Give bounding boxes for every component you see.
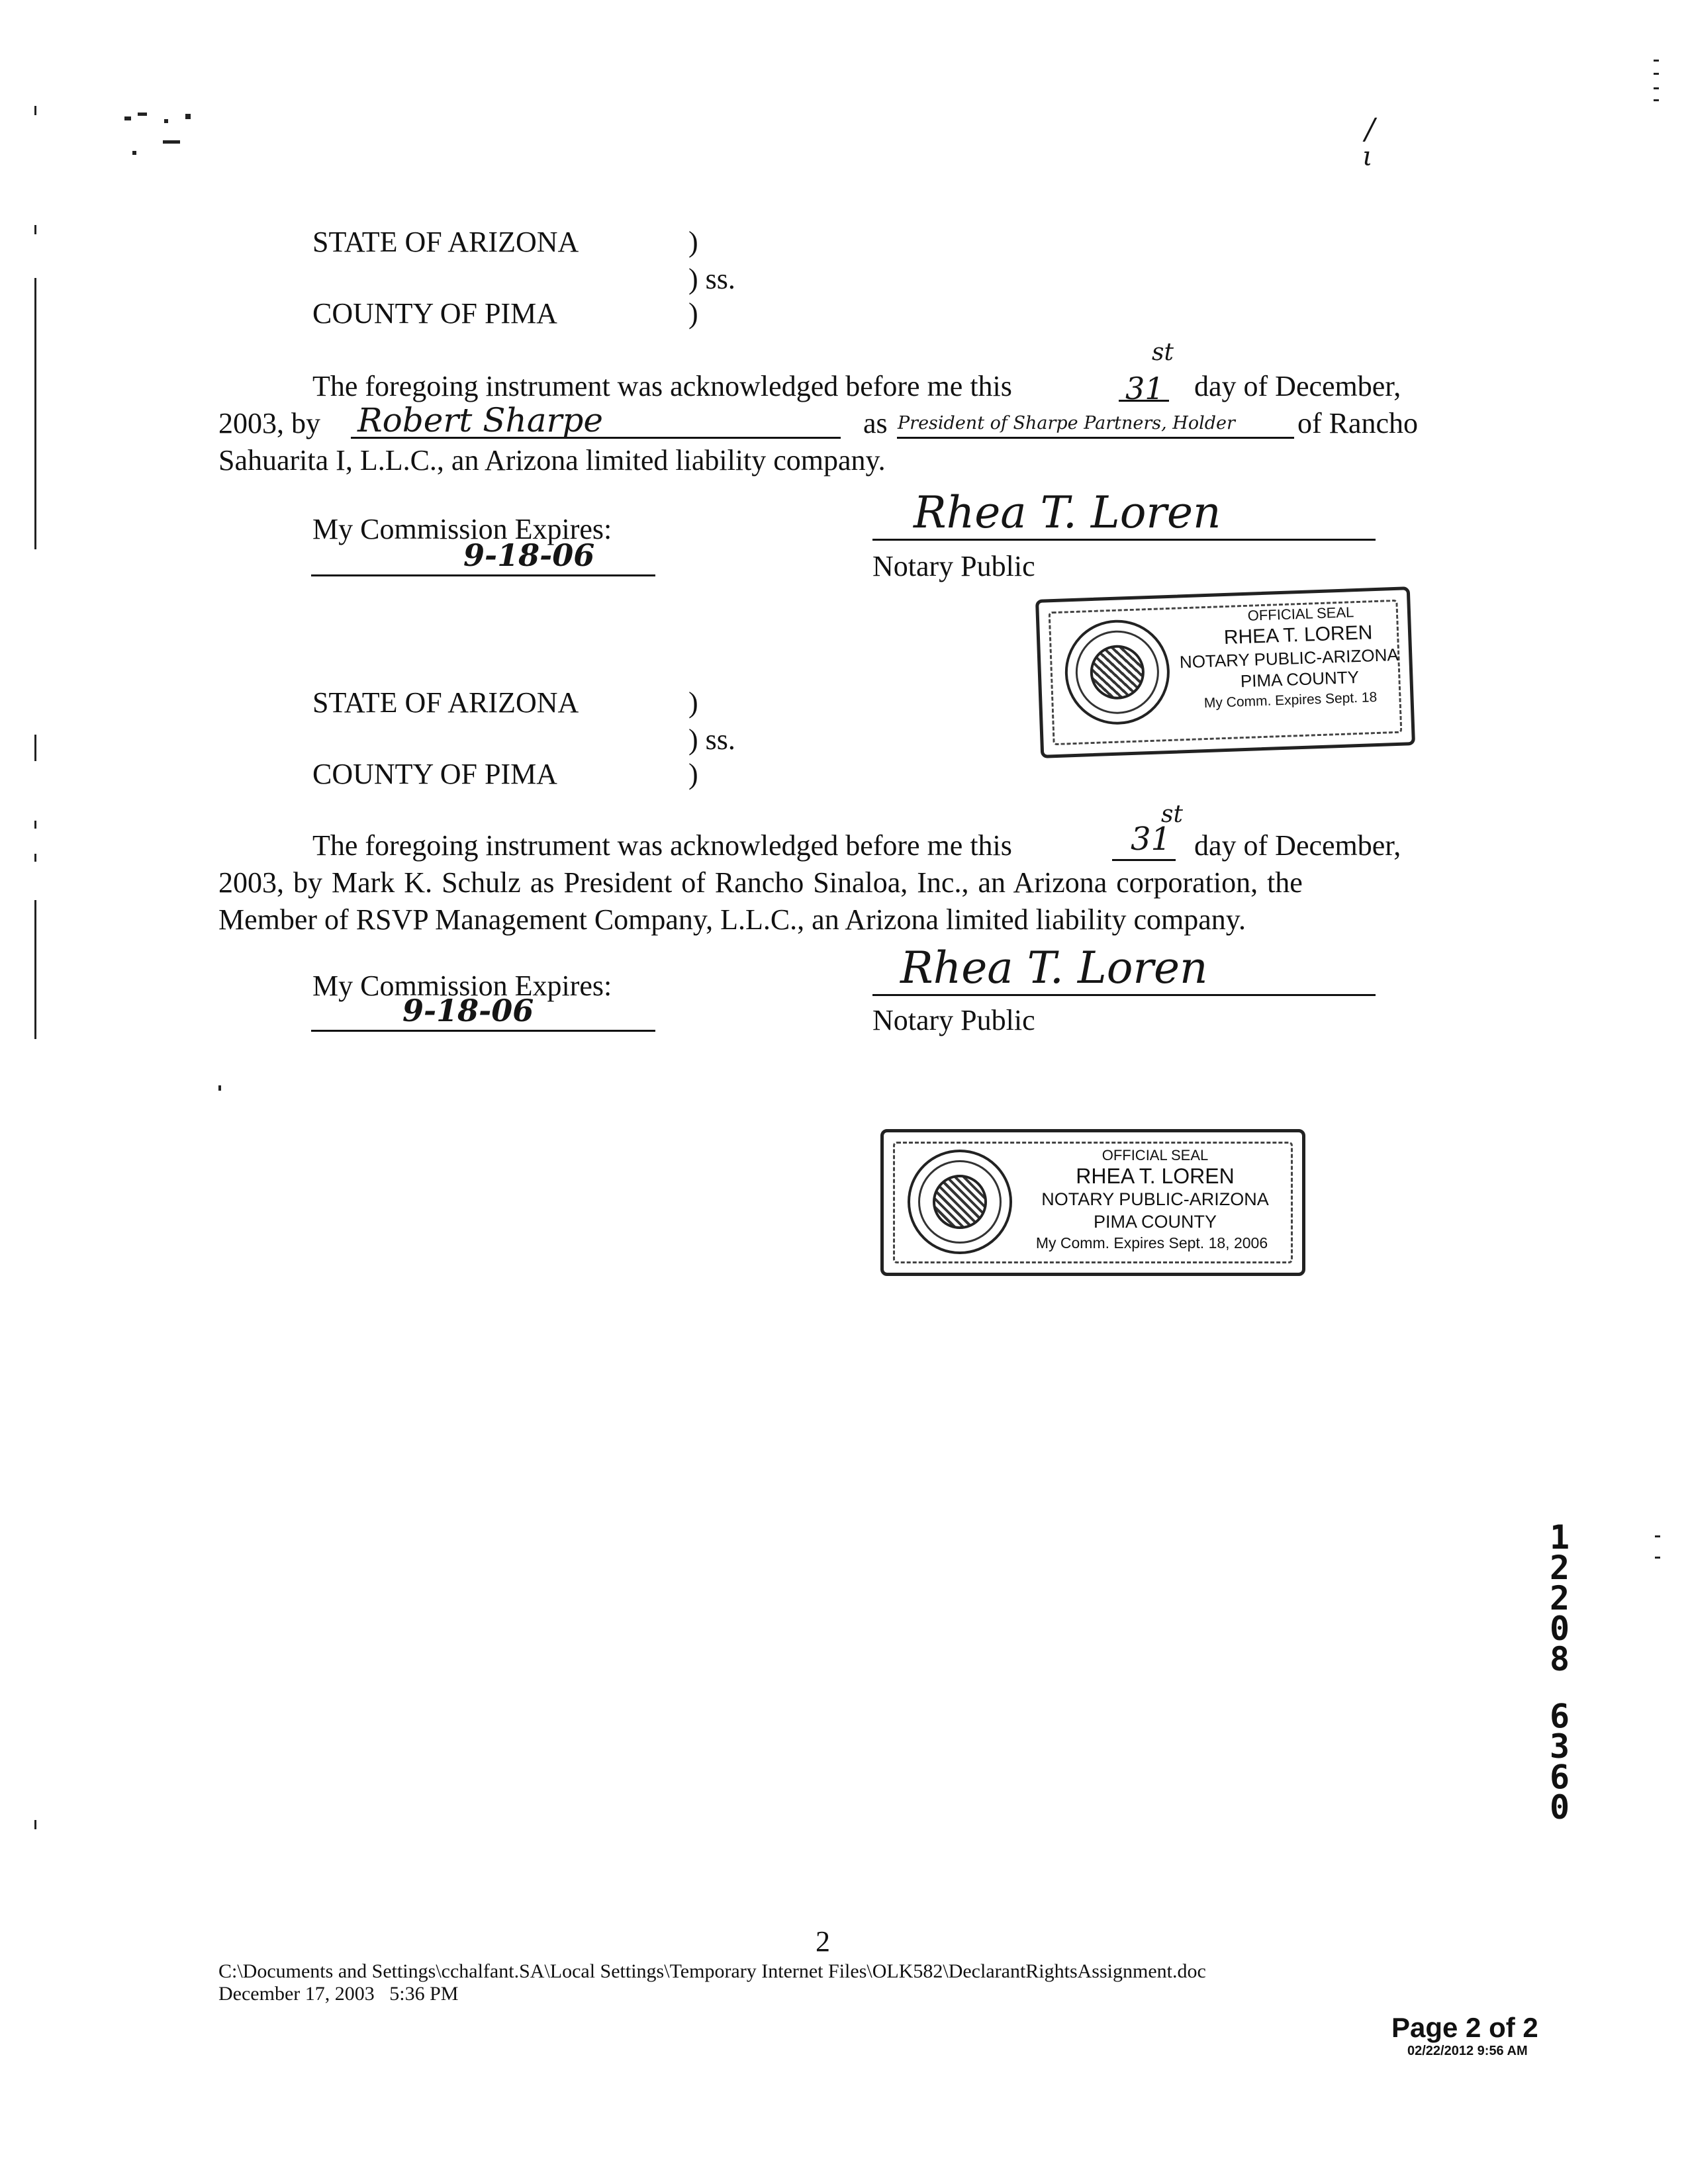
venue-ss-2: ) ss.: [688, 723, 735, 756]
margin-tick: [34, 854, 36, 862]
recording-digit: 1: [1549, 1518, 1570, 1557]
ack2-month: day of December,: [1194, 829, 1401, 862]
title-handwritten: President of Sharpe Partners, Holder: [898, 413, 1235, 433]
day-superscript-1: st: [1152, 339, 1174, 366]
venue-paren-1: ): [688, 226, 698, 258]
ack-foregoing: foregoing: [365, 370, 479, 402]
corner-mark: /: [1365, 113, 1375, 146]
recording-digit: 2: [1549, 1579, 1570, 1617]
margin-tick: [1654, 99, 1659, 101]
scan-speck: [164, 119, 168, 123]
recording-digit: 6: [1549, 1697, 1570, 1735]
day-superscript-2: st: [1161, 801, 1183, 828]
notary-seal-1: [1035, 586, 1415, 758]
margin-tick: [1654, 60, 1659, 62]
margin-tick: [1655, 1557, 1660, 1559]
venue-paren-6: ): [688, 758, 698, 790]
margin-tick: [218, 1085, 221, 1091]
seal1-line2: RHEA T. LOREN: [1223, 621, 1373, 649]
recording-digit: 2: [1549, 1549, 1570, 1587]
seal2-line5: My Comm. Expires Sept. 18, 2006: [1035, 1234, 1268, 1251]
margin-tick: [34, 1820, 36, 1829]
ack2-line-3: Member of RSVP Management Company, L.L.C., an Arizona limited liability company.: [218, 903, 1246, 936]
seal1-line1: OFFICIAL SEAL: [1247, 604, 1354, 624]
seal1-line4: PIMA COUNTY: [1240, 666, 1360, 692]
recording-digit: 0: [1549, 1610, 1570, 1648]
ack-line-2a: 2003, by: [218, 407, 320, 439]
day-handwritten-2: 31: [1131, 821, 1172, 858]
page-number: 2: [816, 1925, 830, 1958]
margin-line: [34, 735, 36, 761]
commission-label-1: My Commission Expires:: [312, 513, 612, 545]
ack-month-1: day of December,: [1194, 370, 1401, 402]
scan-speck: [163, 140, 180, 144]
notary-seal-2: [880, 1129, 1305, 1276]
ack-text: instrument was acknowledged before me this: [485, 370, 1012, 402]
footer-date: December 17, 2003 5:36 PM: [218, 1983, 459, 2005]
commission-label-2: My Commission Expires:: [312, 970, 612, 1002]
notary-signature-1: Rhea T. Loren: [914, 487, 1221, 538]
ack-line-2c: of Rancho: [1297, 407, 1419, 439]
margin-tick: [1654, 87, 1659, 89]
venue-paren-4: ): [688, 686, 698, 719]
notary-label-2: Notary Public: [872, 1004, 1035, 1036]
venue-state-2: STATE OF ARIZONA: [312, 686, 579, 719]
venue-county-1: COUNTY OF PIMA: [312, 297, 557, 330]
notary-label-1: Notary Public: [872, 550, 1035, 582]
signer-handwritten: Robert Sharpe: [357, 401, 603, 439]
scan-speck: [185, 114, 191, 119]
notary-line-2: [872, 994, 1376, 996]
seal-core-2: [933, 1175, 987, 1229]
seal1-line3: NOTARY PUBLIC-ARIZONA: [1179, 644, 1399, 672]
venue-paren-3: ): [688, 297, 698, 330]
recording-digit: 3: [1549, 1727, 1570, 1766]
scan-speck: [132, 151, 136, 155]
notary-line-1: [872, 539, 1376, 541]
seal-emblem-2: [908, 1150, 1012, 1254]
recording-number: [1546, 1518, 1573, 1827]
ack-the: The: [312, 370, 358, 402]
print-stamp: 02/22/2012 9:56 AM: [1407, 2044, 1528, 2058]
day-handwritten-1: 31: [1125, 371, 1164, 406]
scan-speck: [138, 113, 147, 116]
seal2-line4: PIMA COUNTY: [1093, 1212, 1217, 1232]
commission-date-1: 9-18-06: [463, 537, 595, 573]
seal1-line5: My Comm. Expires Sept. 18: [1203, 690, 1378, 711]
seal2-line1: OFFICIAL SEAL: [1102, 1147, 1209, 1163]
page-of: Page 2 of 2: [1391, 2012, 1538, 2043]
margin-line: [34, 900, 36, 1039]
corner-mark: ι: [1362, 142, 1373, 172]
ack-as: as: [863, 407, 888, 439]
seal2-line3: NOTARY PUBLIC-ARIZONA: [1041, 1189, 1269, 1209]
commission-date-2: 9-18-06: [402, 993, 534, 1028]
ack-line-3: Sahuarita I, L.L.C., an Arizona limited liability company.: [218, 444, 886, 477]
footer-path: C:\Documents and Settings\cchalfant.SA\Local Settings\Temporary Internet Files\OLK582\DeclarantRightsAssignment.doc: [218, 1960, 1206, 1982]
commission-line-1: [311, 574, 655, 576]
commission-line-2: [311, 1030, 655, 1032]
margin-tick: [34, 821, 36, 829]
margin-tick: [1655, 1535, 1660, 1537]
title-blank: [897, 437, 1294, 439]
scan-speck: [124, 116, 131, 120]
venue-state-1: STATE OF ARIZONA: [312, 226, 579, 258]
recording-digit: 0: [1549, 1788, 1570, 1827]
seal2-line2: RHEA T. LOREN: [1076, 1164, 1235, 1188]
margin-tick: [34, 225, 36, 234]
margin-tick: [1654, 73, 1659, 75]
day-blank-2: [1112, 859, 1176, 861]
recording-digit: 6: [1549, 1758, 1570, 1796]
margin-line: [34, 278, 36, 549]
venue-county-2: COUNTY OF PIMA: [312, 758, 557, 790]
notary-signature-2: Rhea T. Loren: [900, 942, 1208, 993]
margin-tick: [34, 106, 36, 115]
ack2-line-2: 2003, by Mark K. Schulz as President of Rancho Sinaloa, Inc., an Arizona corporation, the: [218, 866, 1303, 899]
recording-digit: 8: [1549, 1640, 1570, 1678]
ack2-line-1: The foregoing instrument was acknowledged before me this: [312, 829, 1012, 862]
venue-ss-1: ) ss.: [688, 263, 735, 295]
